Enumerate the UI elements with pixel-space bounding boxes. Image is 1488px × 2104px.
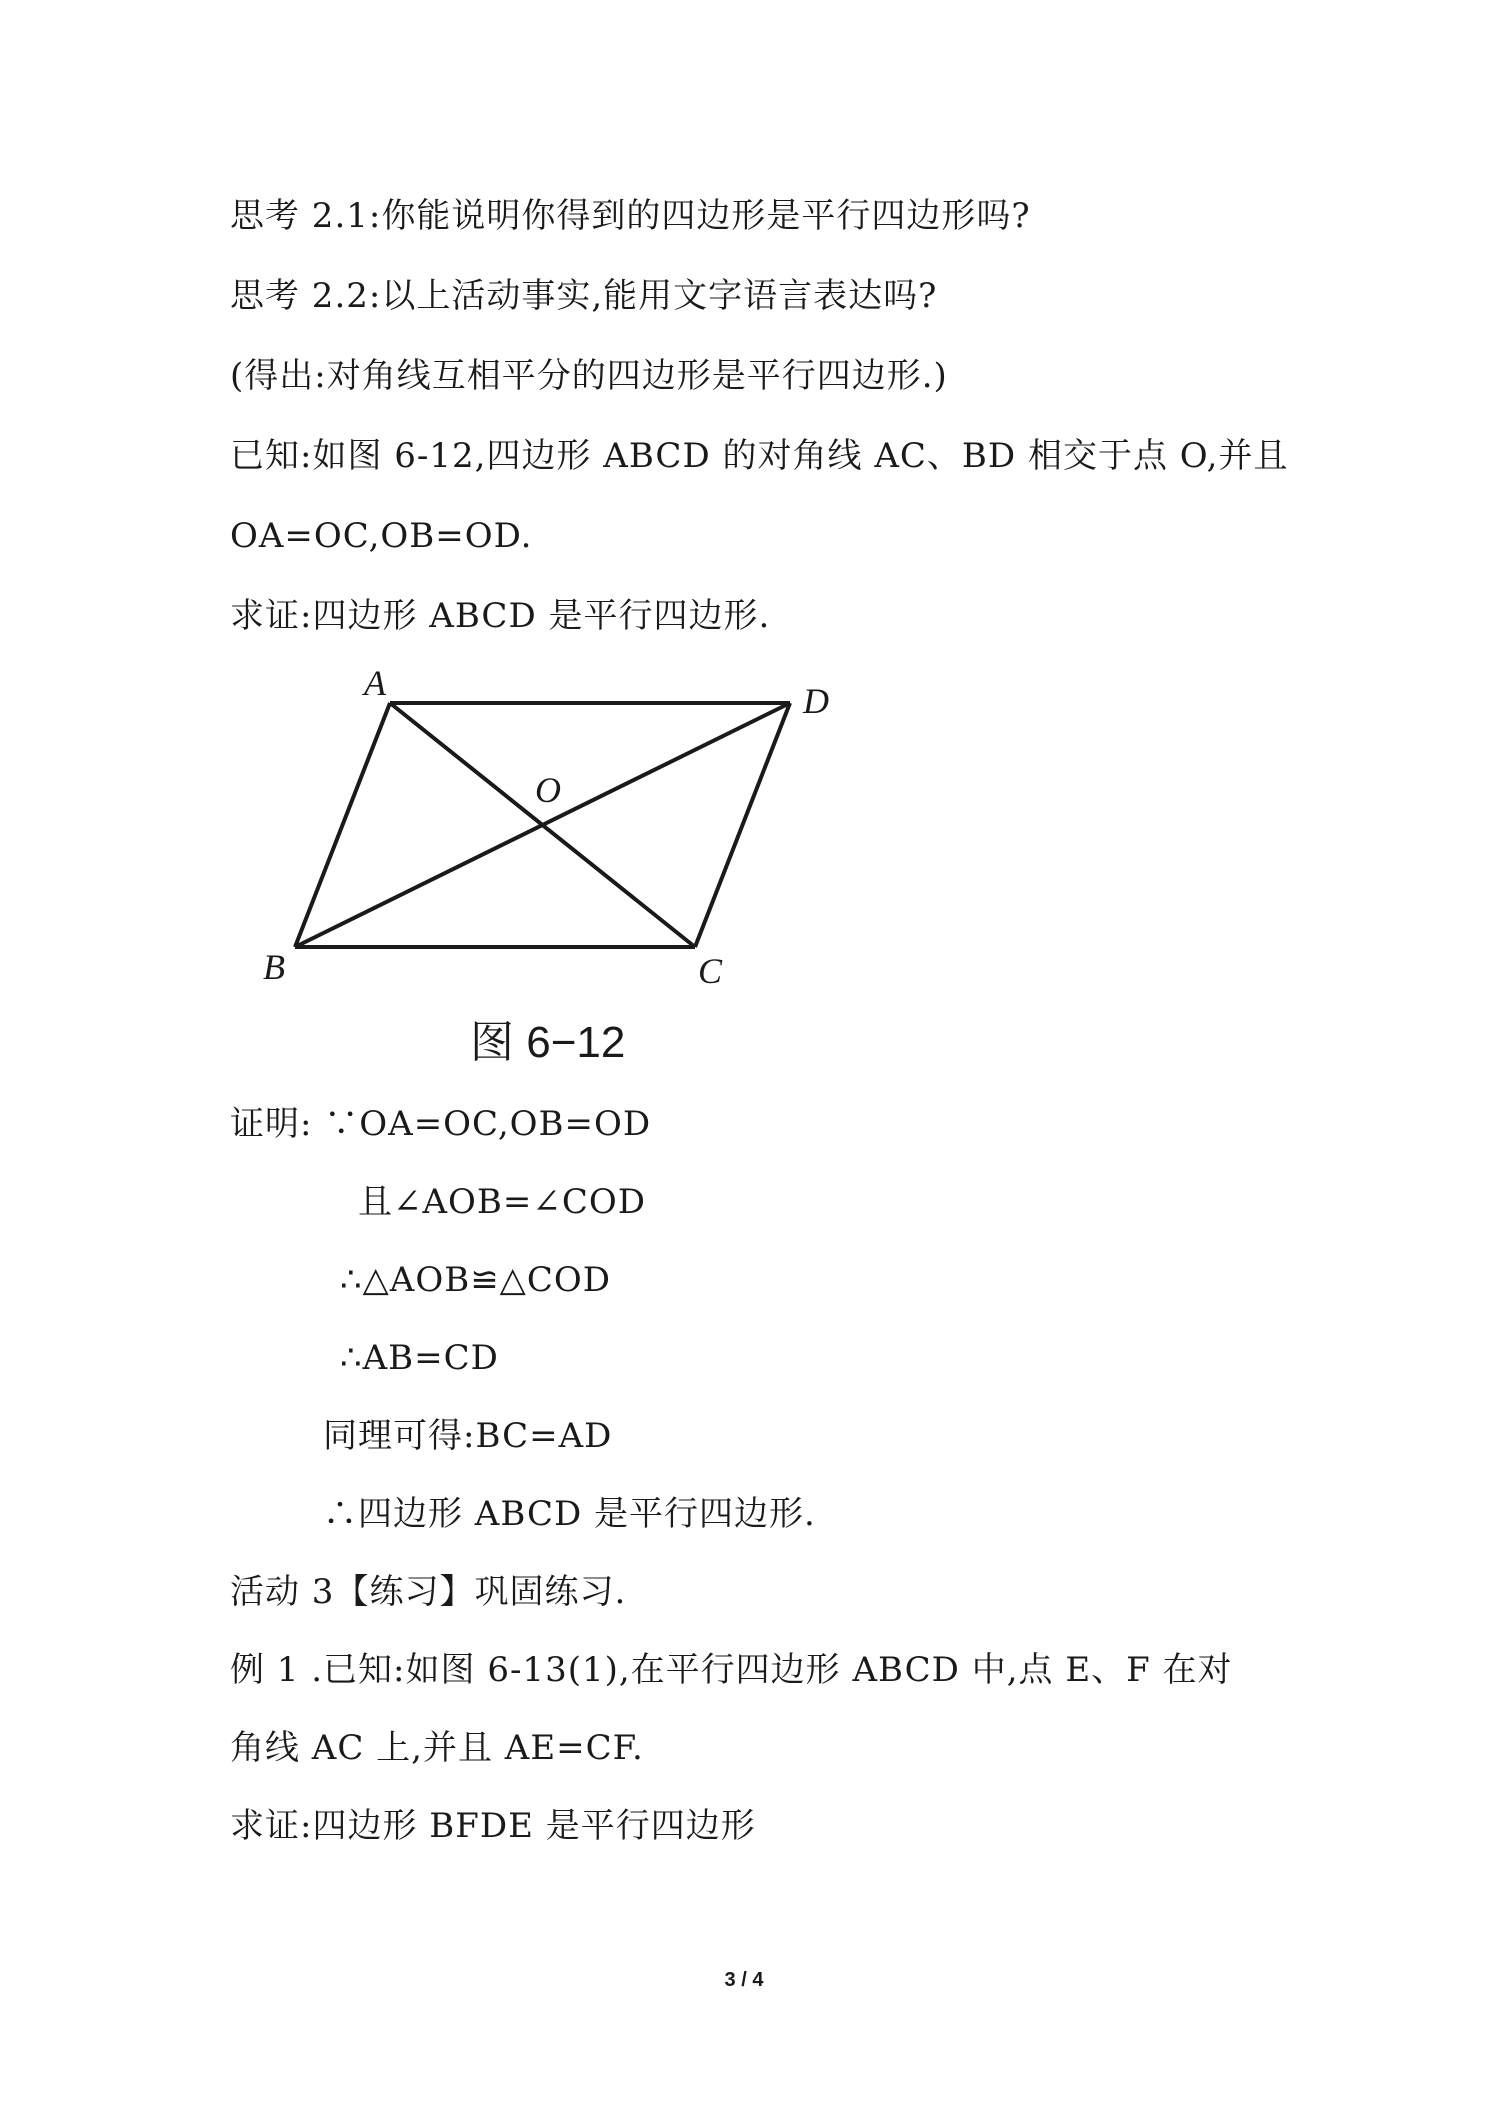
think-2-2-text: 思考 2.2:以上活动事实,能用文字语言表达吗? xyxy=(230,276,938,316)
conclusion-text: (得出:对角线互相平分的四边形是平行四边形.) xyxy=(230,356,948,396)
activity-3-heading: 活动 3【练习】巩固练习. xyxy=(230,1572,627,1612)
proof-line-5: 同理可得:BC=AD xyxy=(323,1416,613,1456)
side-dc xyxy=(695,703,790,947)
label-b: B xyxy=(263,947,285,987)
label-o: O xyxy=(535,770,561,810)
proof-line-6: ∴四边形 ABCD 是平行四边形. xyxy=(323,1494,816,1534)
given-line-1: 已知:如图 6-12,四边形 ABCD 的对角线 AC、BD 相交于点 O,并且 xyxy=(230,436,1289,476)
proof-line-2: 且∠AOB=∠COD xyxy=(358,1182,647,1222)
example-1-line-2: 角线 AC 上,并且 AE=CF. xyxy=(230,1728,644,1768)
think-2-1-text: 思考 2.1:你能说明你得到的四边形是平行四边形吗? xyxy=(230,196,1031,236)
label-a: A xyxy=(364,665,386,703)
parallelogram-figure xyxy=(255,665,875,1075)
side-ba xyxy=(295,703,390,947)
label-d: D xyxy=(803,681,829,721)
diagonal-bd xyxy=(295,703,790,947)
page-number: 3 / 4 xyxy=(724,1969,764,1991)
prove-statement: 求证:四边形 ABCD 是平行四边形. xyxy=(230,596,771,636)
given-line-2: OA=OC,OB=OD. xyxy=(230,516,533,556)
parallelogram-diagram xyxy=(255,665,875,1075)
label-c: C xyxy=(698,951,723,991)
example-1-prove: 求证:四边形 BFDE 是平行四边形 xyxy=(230,1806,756,1846)
proof-line-4: ∴AB=CD xyxy=(340,1338,499,1378)
example-1-line-1: 例 1 .已知:如图 6-13(1),在平行四边形 ABCD 中,点 E、F 在对 xyxy=(230,1650,1233,1690)
proof-line-3: ∴△AOB≌△COD xyxy=(340,1260,611,1300)
figure-caption: 图 6−12 xyxy=(470,1018,626,1067)
proof-line-1: 证明: ∵OA=OC,OB=OD xyxy=(230,1104,652,1144)
